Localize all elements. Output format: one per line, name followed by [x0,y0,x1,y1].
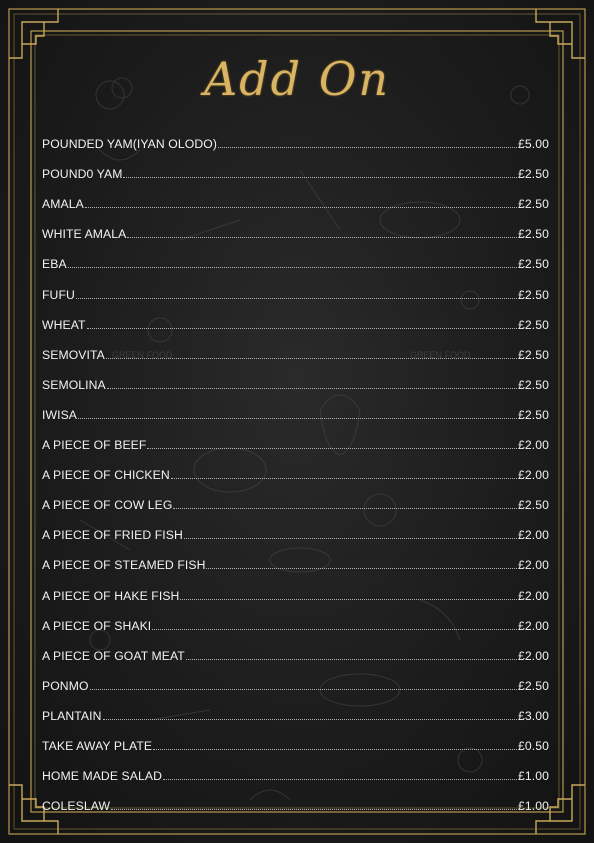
menu-item-name: SEMOVITA [42,347,105,362]
menu-item-price: £2.00 [518,648,549,663]
menu-item-name: IWISA [42,407,78,422]
menu-item-price: £2.50 [518,317,549,332]
menu-item [42,302,549,332]
menu-item-name: A PIECE OF HAKE FISH [42,588,180,603]
menu-item-name: HOME MADE SALAD [42,769,163,784]
dotted-leader [68,267,517,268]
menu-item-name: A PIECE OF FRIED FISH [42,528,183,543]
menu-item-price: £2.50 [518,407,549,422]
menu-item [42,753,549,783]
menu-item-price: £2.50 [518,197,549,212]
menu-item-price: £2.50 [518,227,549,242]
dotted-leader [123,177,517,178]
menu-item-price: £2.50 [518,167,549,182]
menu-item-price: £2.00 [518,618,549,633]
page-title: Add On [203,52,391,106]
menu-item [42,271,549,301]
menu-item-price: £2.00 [518,528,549,543]
dotted-leader [103,719,518,720]
menu-item-name: COLESLAW [42,799,111,814]
dotted-leader [90,689,517,690]
dotted-leader [163,779,517,780]
menu-item [42,392,549,422]
dotted-leader [78,418,517,419]
menu-item [42,241,549,271]
menu-item-price: £1.00 [518,769,549,784]
dotted-leader [107,388,517,389]
dotted-leader [85,207,517,208]
menu-item [42,151,549,181]
dotted-leader [171,478,517,479]
svg-text:GREEN FOOD: GREEN FOOD [112,350,173,360]
dotted-leader [218,147,517,148]
menu-item-price: £2.50 [518,678,549,693]
dotted-leader [153,749,517,750]
menu-item-price: £2.00 [518,558,549,573]
menu-item [42,542,549,572]
menu-item-name: A PIECE OF BEEF [42,438,147,453]
dotted-leader [127,237,517,238]
dotted-leader [147,448,517,449]
menu-item-price: £2.00 [518,468,549,483]
menu-item-price: £3.00 [518,708,549,723]
svg-text:GREEN FOOD: GREEN FOOD [410,350,471,360]
menu-item [42,181,549,211]
menu-item [42,422,549,452]
dotted-leader [186,659,517,660]
menu-item-price: £0.50 [518,738,549,753]
menu-item-price: £2.50 [518,287,549,302]
menu-item-price: £2.50 [518,257,549,272]
menu-item [42,332,549,362]
add-on-menu-list [42,121,549,813]
menu-item-price: £5.00 [518,137,549,152]
menu-item-price: £2.00 [518,588,549,603]
menu-item-name: A PIECE OF COW LEG [42,498,173,513]
menu-item-name: AMALA [42,197,84,212]
menu-item-name: WHEAT [42,317,86,332]
dotted-leader [173,508,517,509]
menu-item [42,121,549,151]
menu-item-price: £2.50 [518,377,549,392]
menu-item [42,783,549,813]
menu-item [42,362,549,392]
menu-item-name: A PIECE OF GOAT MEAT [42,648,185,663]
menu-item [42,211,549,241]
menu-item-price: £2.50 [518,347,549,362]
menu-item-name: A PIECE OF SHAKI [42,618,152,633]
dotted-leader [87,328,517,329]
dotted-leader [152,629,517,630]
menu-item-name: WHITE AMALA [42,227,127,242]
menu-item-name: FUFU [42,287,75,302]
menu-item [42,452,549,482]
dotted-leader [111,809,517,810]
menu-item-name: A PIECE OF CHICKEN [42,468,170,483]
menu-item [42,512,549,542]
menu-item-name: TAKE AWAY PLATE [42,738,153,753]
menu-item [42,603,549,633]
menu-item-name: SEMOLINA [42,377,106,392]
menu-item-price: £1.00 [518,799,549,814]
menu-item-name: PLANTAIN [42,708,102,723]
menu-item [42,572,549,602]
menu-item-name: EBA [42,257,67,272]
dotted-leader [184,538,517,539]
dotted-leader [180,599,517,600]
menu-item-price: £2.00 [518,438,549,453]
menu-item-name: PONMO [42,678,89,693]
menu-item [42,663,549,693]
dotted-leader [76,298,517,299]
menu-item [42,723,549,753]
dotted-leader [206,568,517,569]
dotted-leader [106,358,517,359]
menu-item [42,633,549,663]
menu-item-price: £2.50 [518,498,549,513]
menu-item [42,693,549,723]
menu-item [42,482,549,512]
menu-item-name: POUNDED YAM(IYAN OLODO) [42,137,217,152]
menu-item-name: A PIECE OF STEAMED FISH [42,558,206,573]
menu-item-name: POUND0 YAM [42,167,123,182]
